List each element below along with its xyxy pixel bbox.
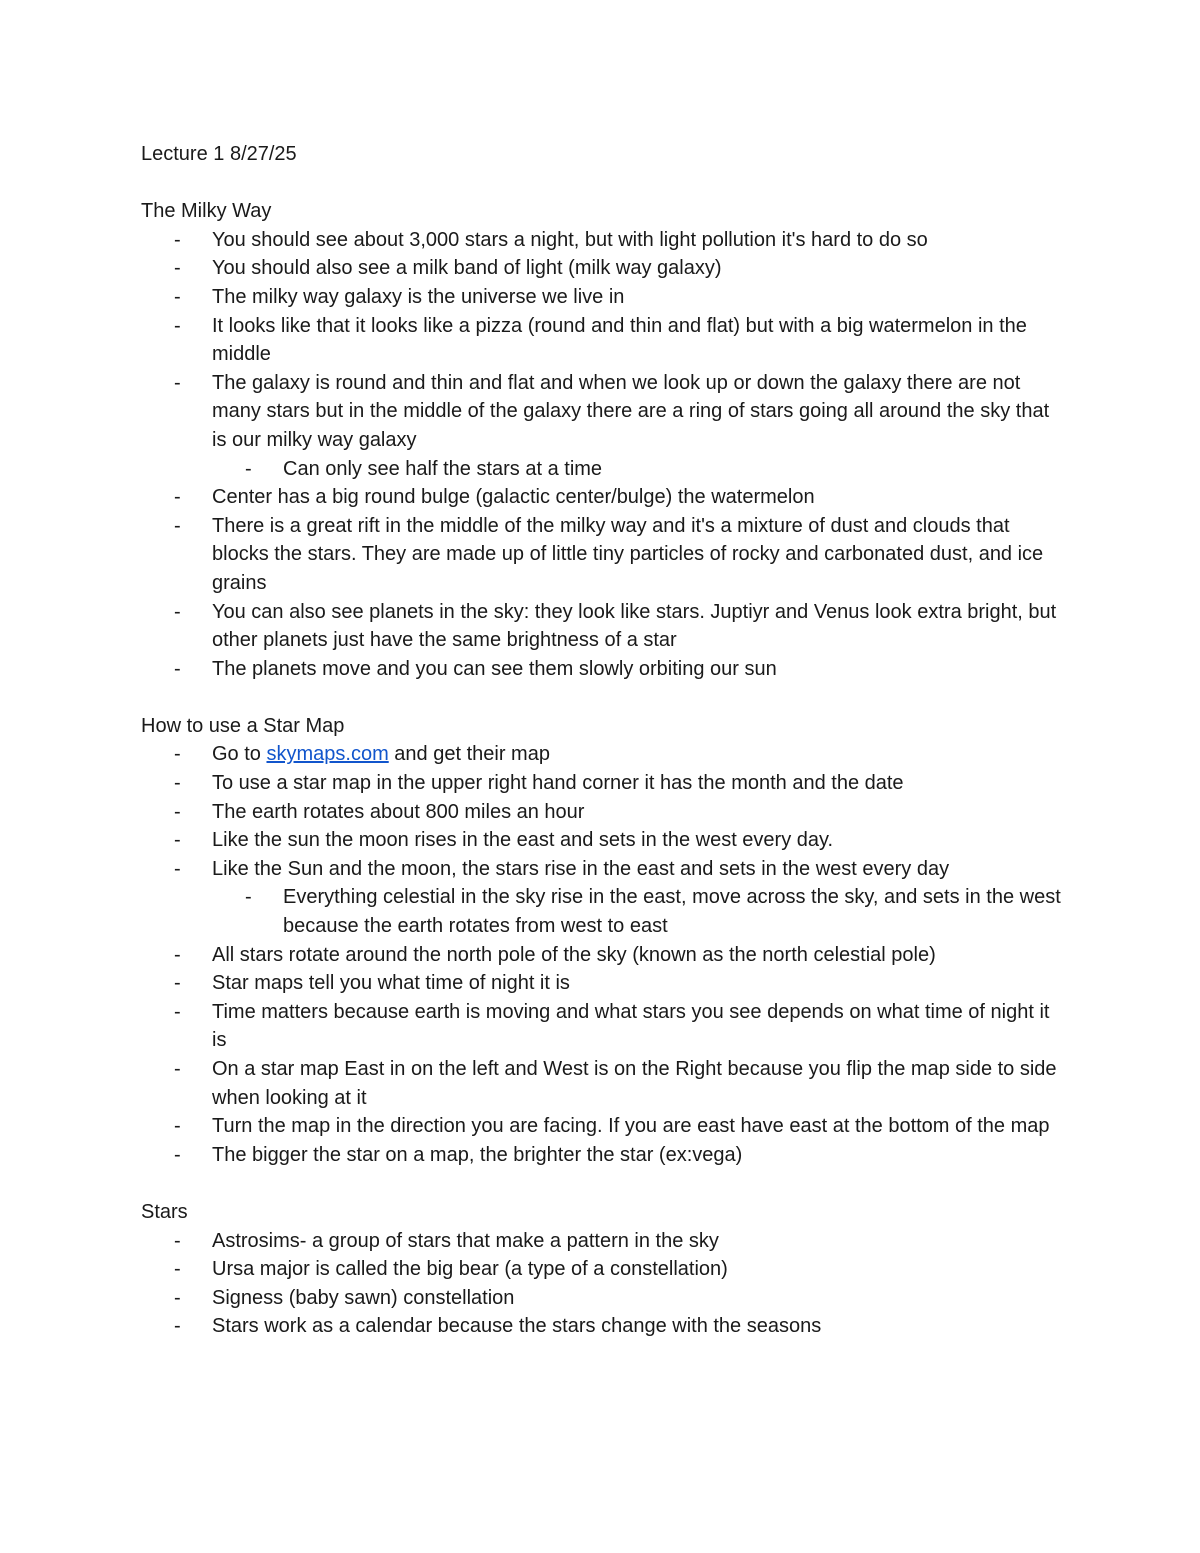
bullet-dash: - — [174, 1229, 181, 1252]
list-item: - To use a star map in the upper right hand corner it has the month and the date — [141, 769, 1061, 798]
section-heading-stars: Stars — [141, 1200, 188, 1223]
list-item: - It looks like that it looks like a pizza (round and thin and flat) but with a big watermelon in the middle — [141, 312, 1061, 369]
bullet-dash: - — [174, 829, 181, 852]
section-heading-star-map: How to use a Star Map — [141, 714, 345, 737]
list-item: - All stars rotate around the north pole of the sky (known as the north celestial pole) — [141, 941, 1061, 970]
list-item: - The bigger the star on a map, the brighter the star (ex:vega) — [141, 1141, 1061, 1170]
sub-list-item: - Can only see half the stars at a time — [141, 455, 1061, 484]
list-item: - You should see about 3,000 stars a night, but with light pollution it's hard to do so — [141, 226, 1061, 255]
list-item: - Like the sun the moon rises in the east and sets in the west every day. — [141, 826, 1061, 855]
bullet-dash: - — [174, 943, 181, 966]
list-item: - The galaxy is round and thin and flat and when we look up or down the galaxy there are not many stars but in the middle of the galaxy there are a ring of stars going all around the sky that is our milky way galaxy — [141, 369, 1061, 455]
doc-title: Lecture 1 8/27/25 — [141, 143, 297, 165]
bullet-dash: - — [174, 486, 181, 509]
list-item: - You can also see planets in the sky: they look like stars. Juptiyr and Venus look extra bright, but other planets just have the same brightness of a star — [141, 598, 1061, 655]
list-item: - Like the Sun and the moon, the stars rise in the east and sets in the west every day — [141, 855, 1061, 884]
bullet-dash: - — [174, 1315, 181, 1338]
bullet-dash: - — [174, 257, 181, 280]
list-item: - There is a great rift in the middle of the milky way and it's a mixture of dust and clouds that blocks the stars. They are made up of little tiny particles of rocky and carbonated dust, and ice grains — [141, 512, 1061, 598]
list-item: - The planets move and you can see them slowly orbiting our sun — [141, 655, 1061, 684]
bullet-dash: - — [174, 1115, 181, 1138]
list-item: - Signess (baby sawn) constellation — [141, 1284, 1061, 1313]
bullet-dash: - — [174, 1000, 181, 1023]
bullet-dash: - — [245, 886, 252, 909]
bullet-dash: - — [174, 314, 181, 337]
list-item: - The earth rotates about 800 miles an hour — [141, 798, 1061, 827]
list-item: - Time matters because earth is moving and what stars you see depends on what time of night it is — [141, 998, 1061, 1055]
bullet-dash: - — [174, 228, 181, 251]
bullet-dash: - — [174, 1143, 181, 1166]
bullet-dash: - — [174, 743, 181, 766]
list-item: - The milky way galaxy is the universe we live in — [141, 283, 1061, 312]
spacer — [141, 683, 1061, 712]
sub-list-item: - Everything celestial in the sky rise in the east, move across the sky, and sets in the west because the earth rotates from west to east — [141, 883, 1061, 940]
document-page — [141, 140, 1061, 1341]
bullet-dash: - — [174, 1258, 181, 1281]
bullet-dash: - — [174, 772, 181, 795]
list-item: - Go to skymaps.com and get their map — [141, 740, 1061, 769]
bullet-dash: - — [174, 657, 181, 680]
spacer — [141, 1169, 1061, 1198]
list-item: - On a star map East in on the left and West is on the Right because you flip the map side to side when looking at it — [141, 1055, 1061, 1112]
bullet-dash: - — [174, 800, 181, 823]
list-item: - You should also see a milk band of light (milk way galaxy) — [141, 254, 1061, 283]
list-item: - Astrosims- a group of stars that make a pattern in the sky — [141, 1227, 1061, 1256]
list-item: - Ursa major is called the big bear (a type of a constellation) — [141, 1255, 1061, 1284]
list-item: - Center has a big round bulge (galactic center/bulge) the watermelon — [141, 483, 1061, 512]
list-item: - Turn the map in the direction you are facing. If you are east have east at the bottom of the map — [141, 1112, 1061, 1141]
bullet-dash: - — [174, 972, 181, 995]
bullet-dash: - — [174, 285, 181, 308]
bullet-dash: - — [174, 371, 181, 394]
list-item: - Stars work as a calendar because the stars change with the seasons — [141, 1312, 1061, 1341]
bullet-dash: - — [174, 1286, 181, 1309]
list-item: - Star maps tell you what time of night it is — [141, 969, 1061, 998]
bullet-dash: - — [174, 857, 181, 880]
bullet-dash: - — [245, 457, 252, 480]
bullet-dash: - — [174, 1058, 181, 1080]
bullet-dash: - — [174, 514, 181, 537]
skymaps-link[interactable]: skymaps.com — [266, 743, 389, 766]
spacer — [141, 169, 1061, 198]
bullet-dash: - — [174, 600, 181, 623]
section-heading-milky-way: The Milky Way — [141, 200, 272, 223]
